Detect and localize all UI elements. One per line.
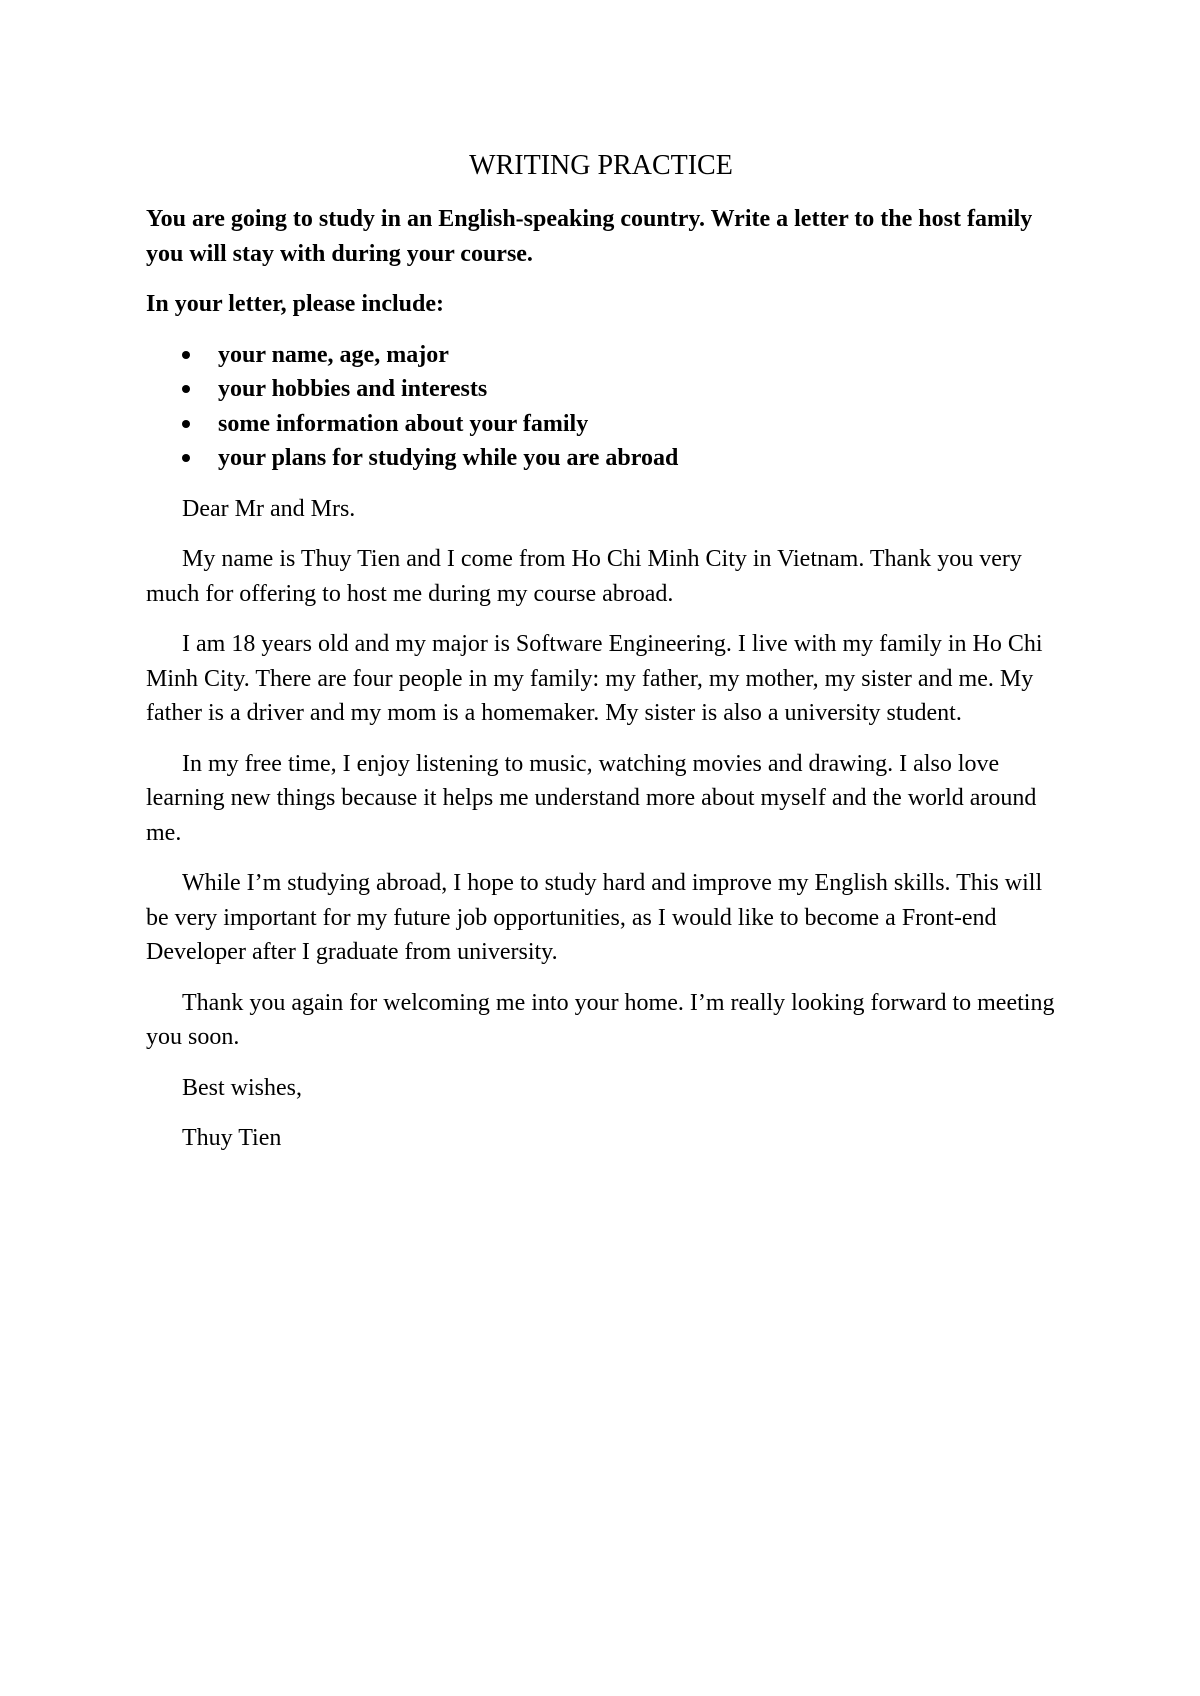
document-title: WRITING PRACTICE bbox=[469, 150, 733, 181]
letter-paragraph: Thank you again for welcoming me into your home. I’m really looking forward to meeting you soon. bbox=[146, 989, 1055, 1050]
letter-paragraph: While I’m studying abroad, I hope to study hard and improve my English skills. This will be very important for my future job opportunities, as I would like to become a Front-end Developer after I graduate from university. bbox=[146, 870, 1043, 965]
list-item bbox=[146, 372, 1056, 407]
bullet-icon bbox=[182, 351, 190, 359]
letter-paragraph: My name is Thuy Tien and I come from Ho Chi Minh City in Vietnam. Thank you very much for offering to host me during my course abroad. bbox=[146, 546, 1022, 607]
list-item bbox=[146, 441, 1056, 476]
list-item-text: your plans for studying while you are abroad bbox=[218, 445, 679, 471]
bullet-icon bbox=[182, 420, 190, 428]
include-label: In your letter, please include: bbox=[146, 291, 444, 317]
letter-paragraph: In my free time, I enjoy listening to music, watching movies and drawing. I also love learning new things because it helps me understand more about myself and the world around me. bbox=[146, 750, 1037, 846]
document-page bbox=[146, 140, 1056, 1172]
bullet-icon bbox=[182, 454, 190, 462]
letter-signature: Thuy Tien bbox=[182, 1125, 282, 1151]
list-item-text: some information about your family bbox=[218, 410, 589, 437]
letter-paragraph: I am 18 years old and my major is Software Engineering. I live with my family in Ho Chi Minh City. There are four people in my family: my father, my mother, my sister and me. My father is a driver and my mom is a homemaker. My sister is also a university student. bbox=[146, 631, 1043, 726]
letter-greeting: Dear Mr and Mrs. bbox=[182, 495, 356, 522]
requirements-list bbox=[146, 338, 1056, 476]
list-item bbox=[146, 407, 1056, 442]
list-item-text: your name, age, major bbox=[218, 341, 449, 368]
task-prompt: You are going to study in an English-speaking country. Write a letter to the host family you will stay with during your course. bbox=[146, 206, 1033, 267]
list-item bbox=[146, 338, 1056, 373]
list-item-text: your hobbies and interests bbox=[218, 376, 488, 402]
letter-closing: Best wishes, bbox=[182, 1074, 302, 1101]
bullet-icon bbox=[182, 385, 190, 393]
